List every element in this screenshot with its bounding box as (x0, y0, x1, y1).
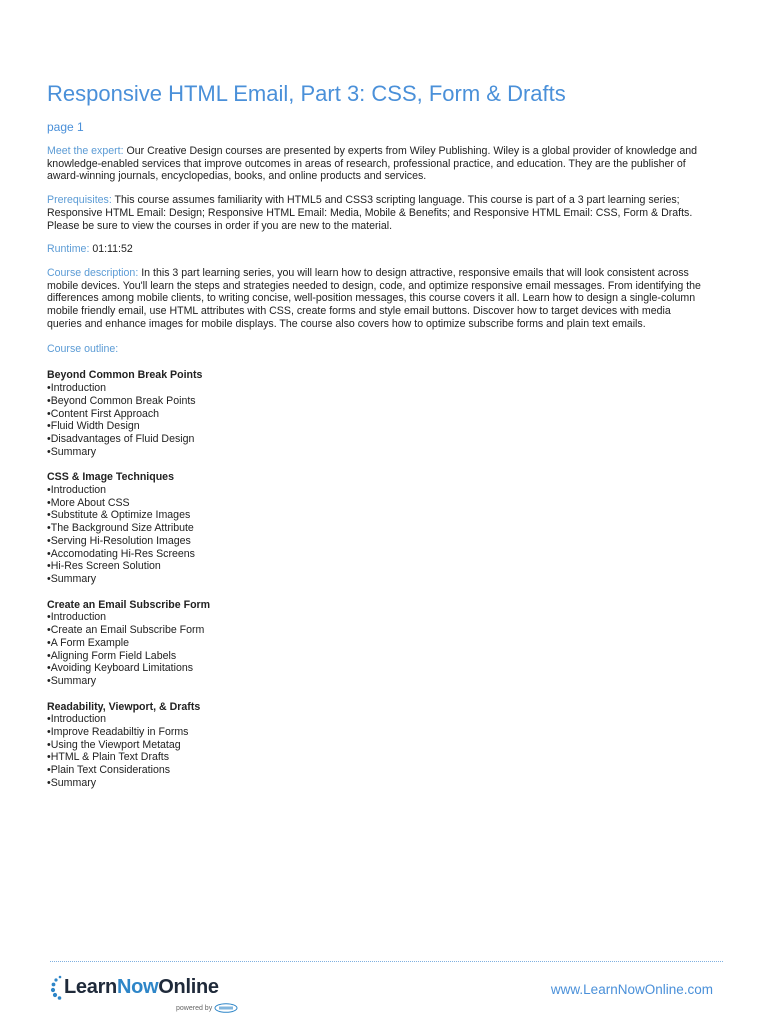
section-title: CSS & Image Techniques (47, 471, 174, 484)
list-item: • Substitute & Optimize Images (47, 509, 217, 522)
expert-label: Meet the expert: (47, 145, 124, 157)
document-body (47, 80, 707, 790)
list-item: • Summary (47, 573, 217, 586)
list-item: • Serving Hi-Resolution Images (47, 535, 217, 548)
section-list (47, 382, 217, 458)
learnnowonline-logo[interactable] (50, 972, 260, 1018)
powered-by-text: powered by (176, 1004, 213, 1012)
list-item: • Accomodating Hi-Res Screens (47, 548, 217, 561)
section-list (47, 484, 217, 586)
course-outline (47, 369, 707, 789)
outline-heading: Course outline: (47, 343, 119, 356)
list-item: • Fluid Width Design (47, 420, 217, 433)
prerequisites-text: This course assumes familiarity with HTML5 and CSS3 scripting language. This course is part of a 3 part learning series; Responsive HTML Email: Design; Responsive HTML Email: Media, Mobile & Benefits; and Responsive HTML Email: CSS, Form & Drafts. Please be sure to view the courses in order if you are new to the material. (47, 194, 693, 232)
description-label: Course description: (47, 266, 139, 279)
list-item: • Introduction (47, 713, 217, 726)
footer-divider (50, 961, 723, 962)
website-link[interactable]: www.LearnNowOnline.com (550, 982, 713, 997)
runtime-paragraph (47, 243, 707, 256)
outline-section (47, 471, 217, 585)
list-item: • HTML & Plain Text Drafts (47, 751, 217, 764)
section-list (47, 713, 217, 789)
list-item: • Summary (47, 446, 217, 459)
list-item: • Beyond Common Break Points (47, 395, 217, 408)
list-item: • Plain Text Considerations (47, 764, 217, 777)
runtime-value: 01:11:52 (89, 243, 133, 256)
page-title: Responsive HTML Email, Part 3: CSS, Form & Drafts (47, 81, 566, 106)
section-list (47, 611, 217, 687)
list-item: • Disadvantages of Fluid Design (47, 433, 217, 446)
page-number: page 1 (47, 120, 84, 134)
description-paragraph (47, 267, 707, 331)
list-item: • Avoiding Keyboard Limitations (47, 662, 217, 675)
runtime-label: Runtime: (47, 243, 90, 256)
logo-powered-by (176, 1003, 238, 1013)
logo-word-learn: Learn (64, 976, 117, 998)
logo-dots-icon (50, 974, 64, 1000)
list-item: • Aligning Form Field Labels (47, 650, 217, 663)
list-item: • Improve Readabiltiy in Forms (47, 726, 217, 739)
list-item: • Hi-Res Screen Solution (47, 560, 217, 573)
list-item: • More About CSS (47, 497, 217, 510)
description-text: In this 3 part learning series, you will learn how to design attractive, responsive emails that will look consistent across mobile devices. You'll learn the steps and strategies needed to design, code, and optimize responsive email messages. From identifying the differences among mobile clients, to writing concise, well-position messages, this course covers it all. Learn how to design a single-column mobile friendly email, use HTML attributes with CSS, create forms and style email buttons. Discover how to target devices with media queries and enhance images for mobile displays. The course also covers how to optimize subscribe forms and plain text emails. (47, 266, 701, 330)
list-item: • Using the Viewport Metatag (47, 739, 217, 752)
outline-section (47, 599, 217, 688)
list-item: • Introduction (47, 382, 217, 395)
list-item: • Content First Approach (47, 408, 217, 421)
list-item: • The Background Size Attribute (47, 522, 217, 535)
expert-text: Our Creative Design courses are presented by experts from Wiley Publishing. Wiley is a global provider of knowledge and knowledge-enabled services that improve outcomes in areas of research, professional practice, and education. They are the publisher of award-winning journals, encyclopedias, books, and online products and services. (47, 145, 698, 183)
list-item: • Create an Email Subscribe Form (47, 624, 217, 637)
prerequisites-label: Prerequisites: (47, 194, 112, 207)
logo-word-online: Online (158, 976, 219, 998)
list-item: • A Form Example (47, 637, 217, 650)
section-title: Beyond Common Break Points (47, 369, 203, 382)
section-title: Readability, Viewport, & Drafts (47, 700, 201, 713)
logo-wordmark (64, 976, 219, 999)
expert-paragraph (47, 145, 707, 183)
section-title: Create an Email Subscribe Form (47, 598, 211, 611)
list-item: • Summary (47, 675, 217, 688)
outline-section (47, 701, 217, 790)
list-item: • Summary (47, 777, 217, 790)
logo-word-now: Now (116, 976, 159, 998)
prerequisites-paragraph (47, 194, 707, 232)
outline-section (47, 369, 217, 458)
list-item: • Introduction (47, 611, 217, 624)
list-item: • Introduction (47, 484, 217, 497)
partner-logo-icon (214, 1003, 238, 1013)
